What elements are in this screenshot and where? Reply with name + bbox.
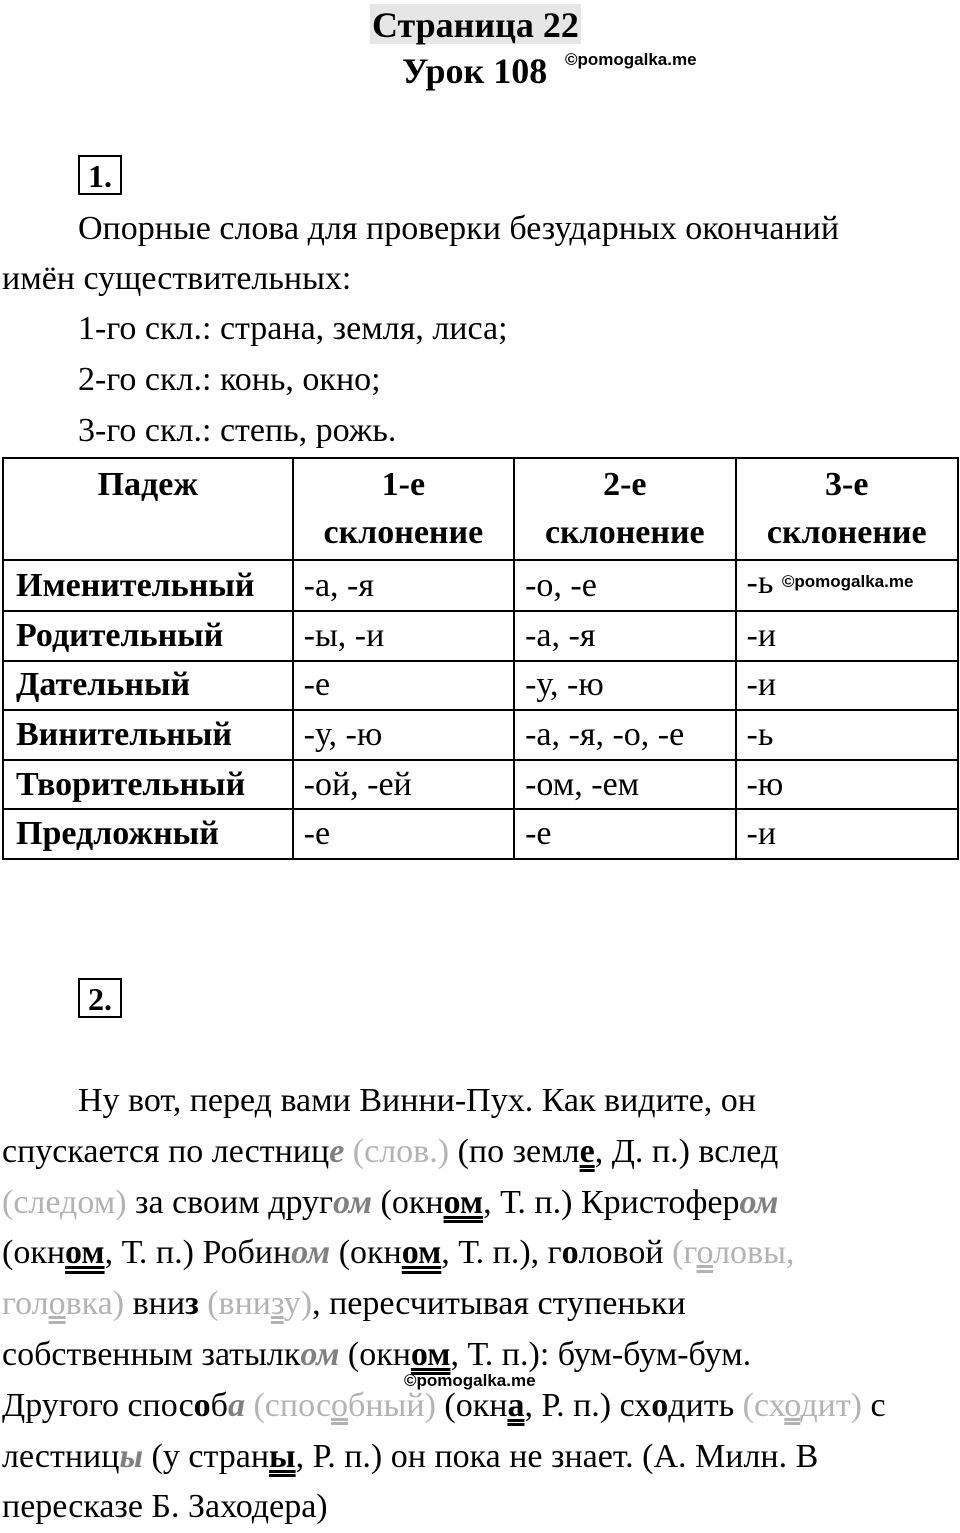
ending-decl-3: -и — [736, 661, 958, 711]
table-row — [3, 760, 958, 810]
header-decl-3: 3-е склонение — [736, 458, 958, 560]
task1-intro-line2: имён существительных: — [2, 260, 352, 297]
ending-decl-2: -а, -я, -о, -е — [514, 710, 735, 760]
declension-2-examples: 2-го скл.: конь, окно; — [78, 361, 381, 398]
case-name: Дательный — [3, 661, 293, 711]
header-case: Падеж — [3, 458, 293, 560]
ending-decl-1: -а, -я — [293, 560, 514, 611]
watermark: ©pomogalka.me — [404, 1371, 536, 1390]
ending-decl-3: -ь ©pomogalka.me — [736, 560, 958, 611]
ending-decl-2: -е — [514, 809, 735, 859]
case-name: Родительный — [3, 611, 293, 661]
task1-intro-line1: Опорные слова для проверки безударных окончаний — [78, 210, 840, 247]
lesson-title: Урок 108 — [402, 51, 548, 91]
ending-decl-1: -у, -ю — [293, 710, 514, 760]
ending-decl-2: -а, -я — [514, 611, 735, 661]
table-row — [3, 661, 958, 711]
table-row — [3, 710, 958, 760]
ending-decl-1: -е — [293, 809, 514, 859]
table-row — [3, 611, 958, 661]
watermark: ©pomogalka.me — [781, 572, 914, 591]
text-line: головка) вниз (внизу), пересчитывая ступеньки — [2, 1285, 686, 1323]
case-name: Предложный — [3, 809, 293, 859]
ending-decl-1: -е — [293, 661, 514, 711]
ending-decl-2: -о, -е — [514, 560, 735, 611]
text-line: Ну вот, перед вами Винни-Пух. Как видите, он — [78, 1082, 756, 1119]
ending-decl-3: -ь — [736, 710, 958, 760]
table-header-row — [3, 458, 958, 560]
ending-decl-1: -ой, -ей — [293, 760, 514, 810]
text-line: собственным затылком (окном, Т. п.): бум-бум-бум. — [2, 1335, 752, 1373]
text-line: лестницы (у страны, Р. п.) он пока не знает. (А. Милн. В — [2, 1437, 819, 1475]
header-decl-1: 1-е склонение — [293, 458, 514, 560]
task2-text — [2, 1076, 960, 1533]
declension-1-examples: 1-го скл.: страна, земля, лиса; — [78, 310, 508, 347]
task-number-2: 2. — [78, 978, 122, 1018]
ending-decl-3: -ю — [736, 760, 958, 810]
text-line: (следом) за своим другом (окном, Т. п.) Кристофером — [2, 1183, 779, 1221]
text-line: Другого способа (способный) (окна, Р. п.) сходить (сходит) с — [2, 1386, 886, 1424]
watermark: ©pomogalka.me — [565, 50, 697, 69]
ending-decl-2: -у, -ю — [514, 661, 735, 711]
ending-decl-2: -ом, -ем — [514, 760, 735, 810]
page-title: Страница 22 — [372, 5, 579, 45]
case-name: Винительный — [3, 710, 293, 760]
declension-3-examples: 3-го скл.: степь, рожь. — [78, 412, 397, 449]
case-name: Творительный — [3, 760, 293, 810]
case-name: Именительный — [3, 560, 293, 611]
task-number-1: 1. — [78, 155, 122, 195]
ending-decl-3: -и — [736, 611, 958, 661]
text-line: спускается по лестнице (слов.) (по земле, Д. п.) вслед — [2, 1132, 779, 1170]
header-decl-2: 2-е склонение — [514, 458, 735, 560]
table-row — [3, 560, 958, 611]
declension-table — [2, 457, 959, 860]
text-line: (окном, Т. п.) Робином (окном, Т. п.), головой (головы, — [2, 1234, 795, 1272]
text-line: пересказе Б. Заходера) — [2, 1488, 328, 1526]
table-row — [3, 809, 958, 859]
ending-decl-1: -ы, -и — [293, 611, 514, 661]
ending-decl-3: -и — [736, 809, 958, 859]
